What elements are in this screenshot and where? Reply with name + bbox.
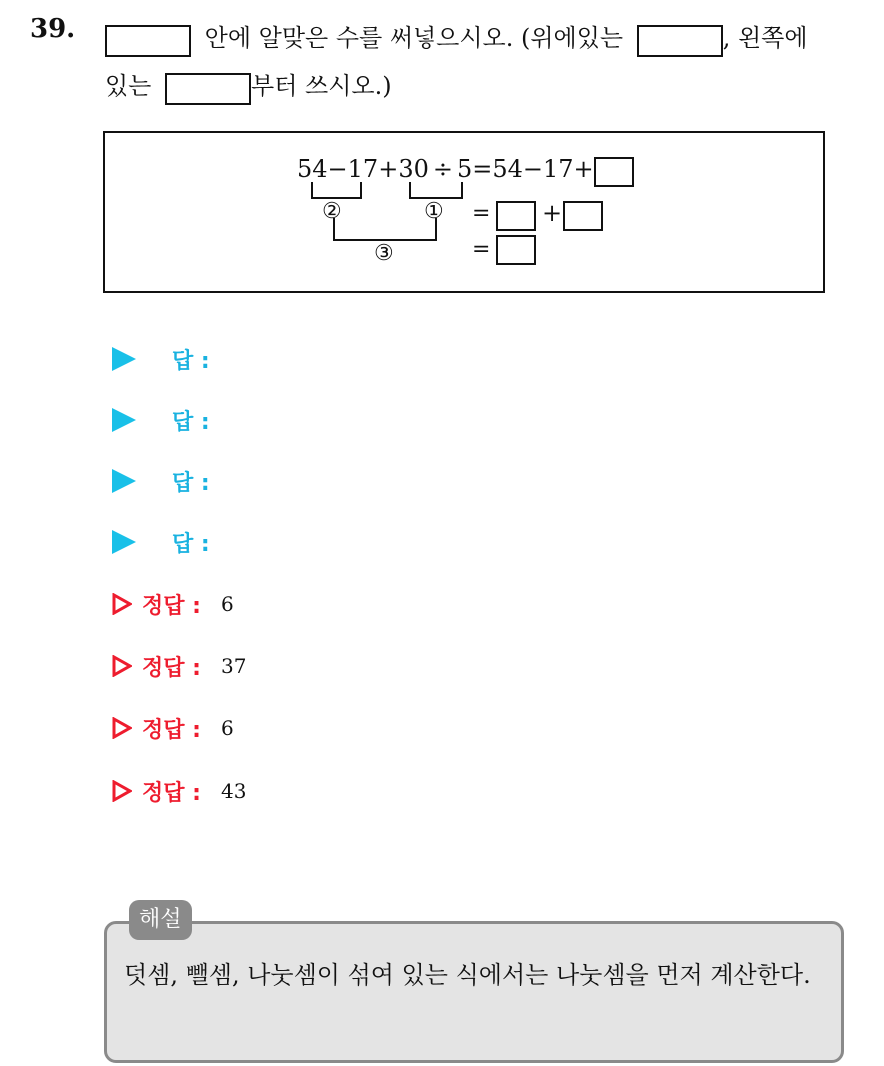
answer-box-3 [563, 201, 603, 231]
expr-divide: ÷ [432, 155, 453, 183]
play-triangle-icon [112, 347, 136, 371]
play-triangle-icon [112, 408, 136, 432]
answer-label: 답 : [172, 348, 210, 374]
expression-left [297, 155, 594, 183]
correct-label: 정답 : [142, 655, 201, 681]
outline-triangle-icon [112, 717, 132, 739]
answer-row-4 [112, 527, 210, 557]
step-3-marker: ③ [374, 241, 394, 266]
expr-minus: − [327, 155, 348, 183]
equals-sign-2: = [472, 201, 491, 226]
correct-value: 6 [220, 592, 234, 616]
step-2-marker: ② [322, 199, 342, 224]
play-triangle-icon [112, 469, 136, 493]
correct-answer-row-2 [112, 651, 246, 681]
plus-sign: + [542, 199, 563, 227]
expr-term-54: 54 [297, 155, 328, 183]
blank-box-icon [165, 73, 251, 105]
question-text-4: 부터 쓰시오.) [251, 72, 392, 100]
answer-label: 답 : [172, 531, 210, 557]
expr-term-17: 17 [347, 155, 379, 183]
expr-plus: + [378, 155, 399, 183]
question-number: 39. [30, 14, 76, 44]
expr-rhs: =54−17+ [472, 155, 594, 183]
step-1-marker: ① [424, 199, 444, 224]
answer-row-1 [112, 344, 210, 374]
question-line-1 [105, 18, 808, 55]
correct-label: 정답 : [142, 780, 201, 806]
answer-label: 답 : [172, 470, 210, 496]
correct-value: 43 [220, 779, 247, 803]
correct-label: 정답 : [142, 593, 201, 619]
answer-row-3 [112, 466, 210, 496]
solution-tag: 해설 [129, 900, 192, 940]
correct-answer-row-1 [112, 589, 234, 619]
outline-triangle-icon [112, 780, 132, 802]
solution-text: 덧셈, 뺄셈, 나눗셈이 섞여 있는 식에서는 나눗셈을 먼저 계산한다. [124, 961, 811, 989]
question-text-1: 안에 알맞은 수를 써넣으시오. (위에있는 [204, 24, 624, 52]
question-text-3: 있는 [105, 72, 152, 100]
equals-sign-3: = [472, 237, 491, 262]
answer-row-2 [112, 405, 210, 435]
outline-triangle-icon [112, 655, 132, 677]
expr-term-30: 30 [398, 155, 429, 183]
answer-box-4 [496, 235, 536, 265]
answer-label: 답 : [172, 409, 210, 435]
play-triangle-icon [112, 530, 136, 554]
correct-value: 37 [220, 654, 247, 678]
answer-box-1 [594, 157, 634, 187]
outline-triangle-icon [112, 593, 132, 615]
answer-box-2 [496, 201, 536, 231]
blank-box-icon [637, 25, 723, 57]
question-text-2: , 왼쪽에 [722, 24, 808, 52]
correct-answer-row-4 [112, 776, 246, 806]
blank-box-icon [105, 25, 191, 57]
correct-value: 6 [220, 716, 234, 740]
question-line-2 [105, 66, 392, 103]
correct-answer-row-3 [112, 713, 234, 743]
correct-label: 정답 : [142, 717, 201, 743]
expr-term-5: 5 [456, 155, 473, 183]
